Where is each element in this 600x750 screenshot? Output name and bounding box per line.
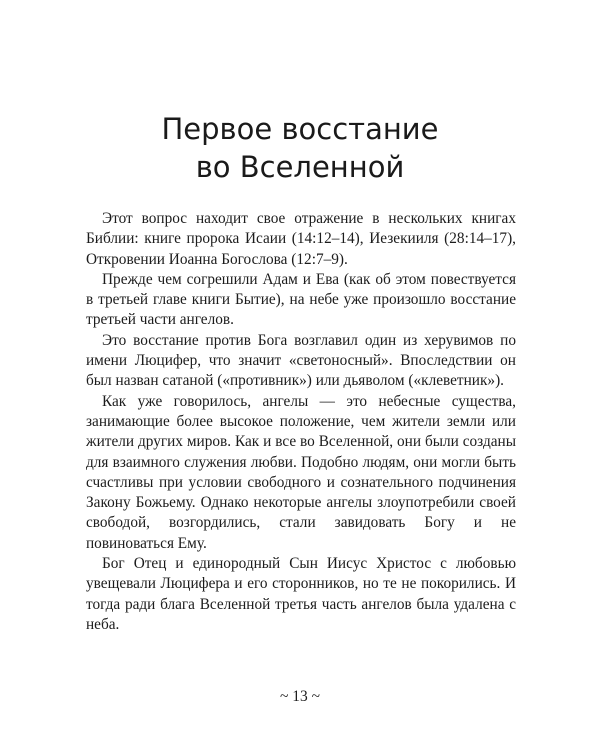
chapter-title-line-2: во Вселенной — [195, 150, 405, 184]
paragraph-4: Как уже говорилось, ангелы — это небесные существа, занимающие более высокое положение, чем жители земли или жители других миров. Как и все во Вселенной, они были созданы для взаимного служения любви. Подобно людям, они могли быть счастливы при условии свободного и сознательного подчинения Закону Божьему. Однако некоторые ангелы злоупотребили своей свободой, возгордились, стали завидовать Богу и не повиноваться Ему. — [86, 392, 516, 552]
paragraph-3: Это восстание против Бога возглавил один из херувимов по имени Люцифер, что значит «светоносный». Впоследствии он был назван сатаной («противник») или дьяволом («клеветник»). — [86, 331, 516, 390]
paragraph-5: Бог Отец и единородный Сын Иисус Христос с любовью увещевали Люцифера и его сторонников, но те не покорились. И тогда ради блага Вселенной третья часть ангелов была удалена с неба. — [86, 555, 516, 633]
paragraph-2: Прежде чем согрешили Адам и Ева (как об этом повествуется в третьей главе книги Бытие), на небе уже произошло восстание третьей части ангелов. — [86, 270, 516, 329]
chapter-title-line-1: Первое восстание — [161, 112, 439, 146]
chapter-title — [0, 110, 600, 186]
chapter-body — [86, 209, 516, 635]
page-number: ~ 13 ~ — [279, 688, 321, 705]
paragraph-1: Этот вопрос находит свое отражение в нескольких книгах Библии: книге пророка Исаии (14:12–14), Иезекииля (28:14–17), Откровении Иоанна Богослова (12:7–9). — [86, 210, 516, 268]
